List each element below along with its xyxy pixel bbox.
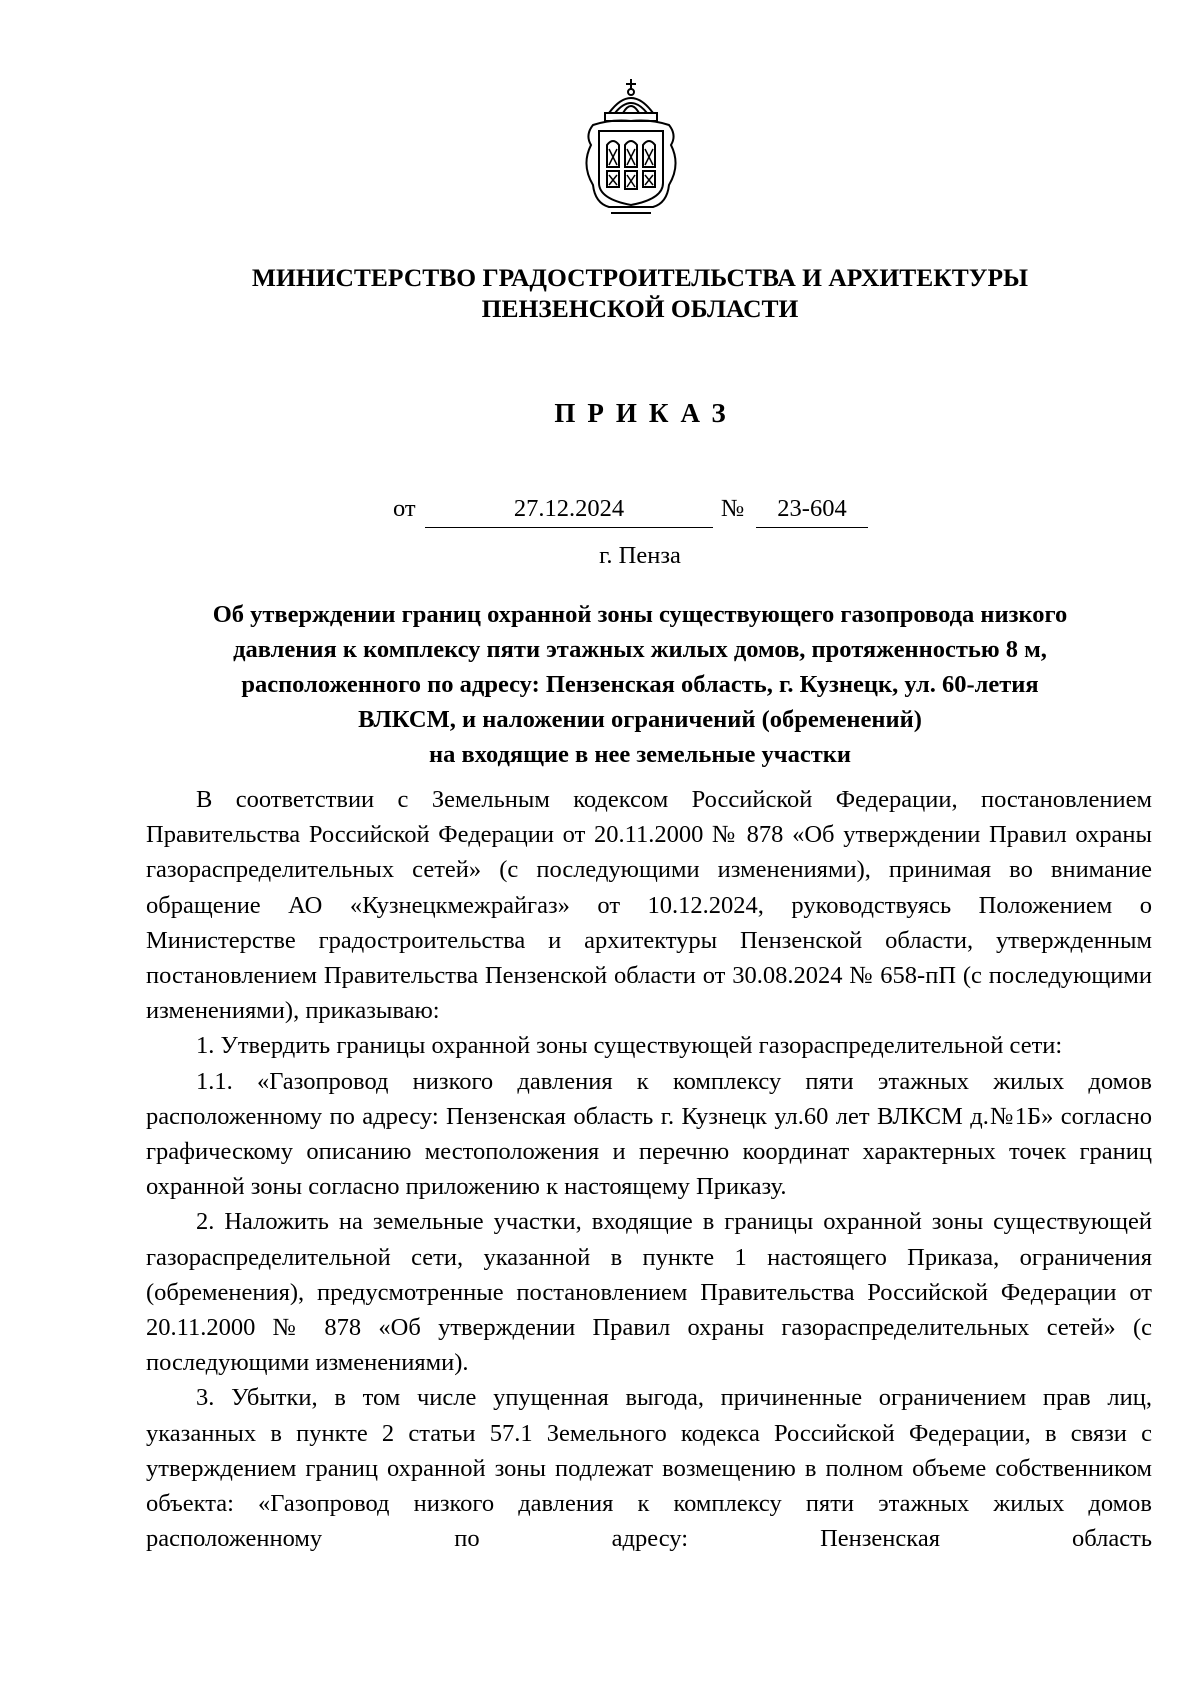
order-subject [120, 597, 1160, 772]
subject-line-1: Об утверждении границ охранной зоны существующего газопровода низкого [212, 601, 1068, 628]
subject-line-5: на входящие в нее земельные участки [428, 741, 852, 768]
item-3-paragraph: 3. Убытки, в том числе упущенная выгода, причиненные ограничением прав лиц, указанных в пункте 2 статьи 57.1 Земельного кодекса Российской Федерации, в связи с утверждением границ охранной зоны подлежат возмещению в полном объеме собственником объекта: «Газопровод низкого давления к комплексу пяти этажных жилых домов расположенному по адресу: Пензенская область [146, 1384, 1152, 1553]
order-number: 23-604 [756, 495, 868, 528]
order-title: ПРИКАЗ [554, 398, 738, 428]
ministry-line-1: МИНИСТЕРСТВО ГРАДОСТРОИТЕЛЬСТВА И АРХИТЕКТУРЫ [251, 263, 1029, 292]
from-label: от [393, 495, 416, 522]
order-body [146, 782, 1152, 1556]
item-2-paragraph: 2. Наложить на земельные участки, входящие в границы охранной зоны существующей газораспределительной сети, указанной в пункте 1 настоящего Приказа, ограничения (обременения), предусмотренные постановлением Правительства Российской Федерации от 20.11.2000 № 878 «Об утверждении Правил охраны газораспределительных сетей» (с последующими изменениями). [146, 1208, 1152, 1377]
order-date: 27.12.2024 [425, 495, 713, 528]
item-1-1-paragraph: 1.1. «Газопровод низкого давления к комплексу пяти этажных жилых домов расположенному по адресу: Пензенская область г. Кузнецк ул.60 лет ВЛКСМ д.№1Б» согласно графическому описанию местоположения и перечню координат характерных точек границ охранной зоны согласно приложению к настоящему Приказу. [146, 1067, 1152, 1201]
preamble-paragraph: В соответствии с Земельным кодексом Российской Федерации, постановлением Правительства Российской Федерации от 20.11.2000 № 878 «Об утверждении Правил охраны газораспределительных сетей» (с последующими изменениями), принимая во внимание обращение АО «Кузнецкмежрайгаз» от 10.12.2024, руководствуясь Положением о Министерстве градостроительства и архитектуры Пензенской области, утвержденным постановлением Правительства Пензенской области от 30.08.2024 № 658-пП (с последующими изменениями), приказываю: [146, 786, 1152, 1025]
penza-region-coat-of-arms-icon [571, 75, 691, 220]
subject-line-4: ВЛКСМ, и наложении ограничений (обременений) [358, 706, 922, 733]
number-label: № [721, 495, 745, 522]
subject-line-2: давления к комплексу пяти этажных жилых домов, протяженностью 8 м, [233, 636, 1047, 663]
item-1-paragraph: 1. Утвердить границы охранной зоны существующей газораспределительной сети: [196, 1032, 1063, 1060]
ministry-line-2: ПЕНЗЕНСКОЙ ОБЛАСТИ [481, 294, 799, 323]
subject-line-3: расположенного по адресу: Пензенская область, г. Кузнецк, ул. 60-летия [241, 671, 1039, 698]
ministry-heading [120, 262, 1160, 324]
order-city: г. Пенза [599, 542, 681, 569]
order-date-number-row [0, 495, 1200, 529]
